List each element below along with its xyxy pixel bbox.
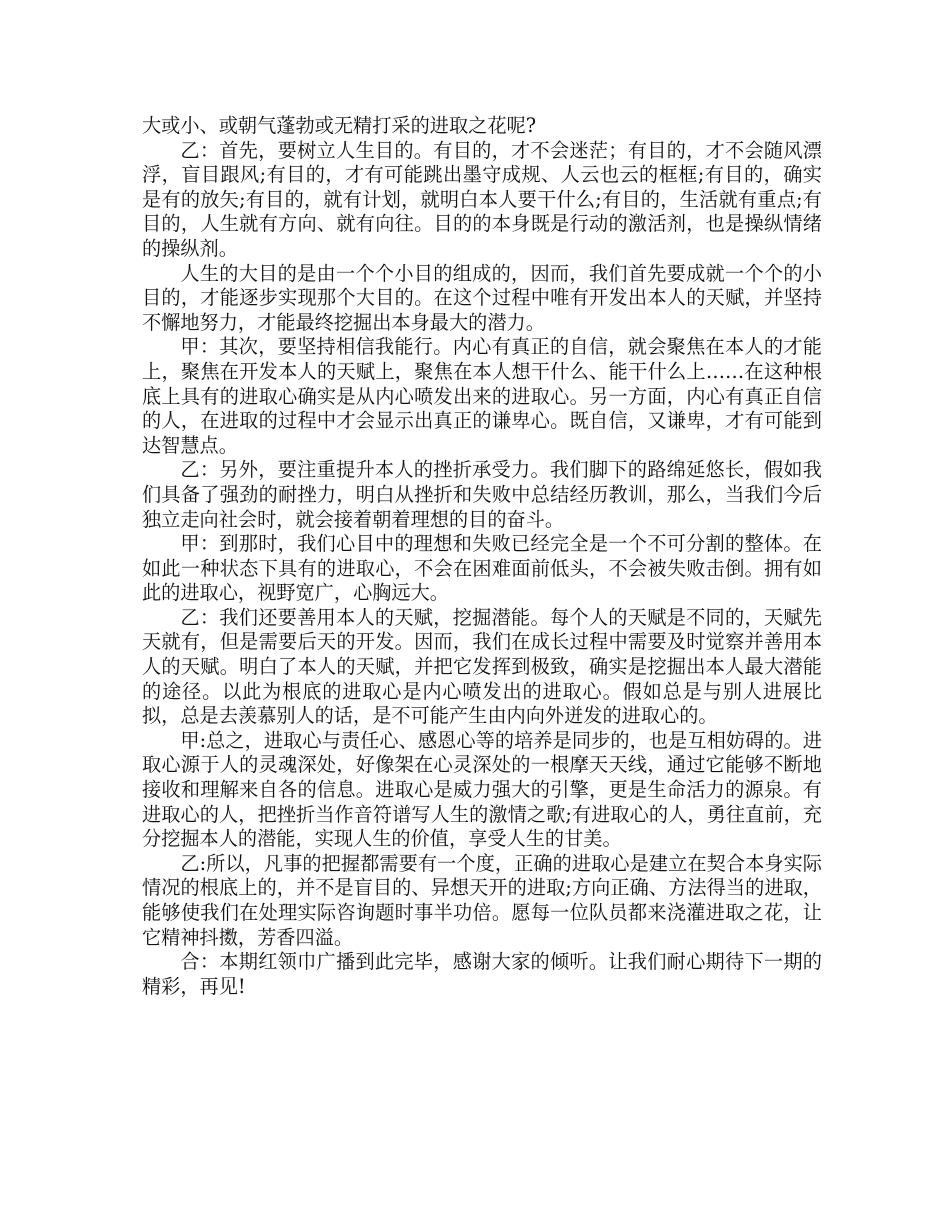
paragraph-talent-potential: 乙：我们还要善用本人的天赋，挖掘潜能。每个人的天赋是不同的，天赋先天就有，但是需要后天的开发。因而，我们在成长过程中需要及时觉察并善用本人的天赋。明白了本人的天赋，并把它发挥到极致，确实是挖掘出本人最大潜能的途径。以此为根底的进取心是内心喷发出的进取心。假如总是与别人进展比拟，总是去羡慕别人的话，是不可能产生由内向外迸发的进取心的。: [142, 605, 822, 728]
paragraph-closing: 合：本期红领巾广播到此完毕，感谢大家的倾听。让我们耐心期待下一期的精彩，再见!: [142, 950, 822, 998]
paragraph-summary: 甲:总之，进取心与责任心、感恩心等的培养是同步的，也是互相妨碍的。进取心源于人的灵魂深处，好像架在心灵深处的一根摩天天线，通过它能够不断地接收和理解来自各的信息。进取心是威力强大的引擎，更是生命活力的源泉。有进取心的人，把挫折当作音符谱写人生的激情之歌;有进取心的人，勇往直前，充分挖掘本人的潜能，实现人生的价值，享受人生的甘美。: [142, 728, 822, 851]
paragraph-moderation: 乙:所以，凡事的把握都需要有一个度，正确的进取心是建立在契合本身实际情况的根底上的，并不是盲目的、异想天开的进取;方向正确、方法得当的进取，能够使我们在处理实际咨询题时事半功倍。愿每一位队员都来浇灌进取之花，让它精神抖擞，芳香四溢。: [142, 851, 822, 949]
paragraph-small-goals: 人生的大目的是由一个个小目的组成的，因而，我们首先要成就一个个的小目的，才能逐步实现那个大目的。在这个过程中唯有开发出本人的天赋，并坚持不懈地努力，才能最终挖掘出本身最大的潜力。: [142, 261, 822, 334]
paragraph-continuation: 大或小、或朝气蓬勃或无精打采的进取之花呢?: [142, 114, 537, 137]
paragraph-goal-setting: 乙：首先，要树立人生目的。有目的，才不会迷茫；有目的，才不会随风漂浮，盲目跟风;有目的，才有可能跳出墨守成规、人云也云的框框;有目的，确实是有的放矢;有目的，就有计划，就明白本人要干什么;有目的，生活就有重点;有目的，人生就有方向、就有向往。目的的本身既是行动的激活剂，也是操纵情绪的操纵剂。: [142, 138, 822, 260]
paragraph-ideal-and-failure: 甲：到那时，我们心目中的理想和失败已经完全是一个不可分割的整体。在如此一种状态下具有的进取心，不会在困难面前低头，不会被失败击倒。拥有如此的进取心，视野宽广，心胸远大。: [142, 532, 822, 605]
document-page: [142, 114, 822, 999]
paragraph-self-confidence: 甲：其次，要坚持相信我能行。内心有真正的自信，就会聚焦在本人的才能上，聚焦在开发本人的天赋上，聚焦在本人想干什么、能干什么上……在这种根底上具有的进取心确实是从内心喷发出来的进取心。另一方面，内心有真正自信的人，在进取的过程中才会显示出真正的谦卑心。既自信，又谦卑，才有可能到达智慧点。: [142, 335, 822, 457]
paragraph-frustration-tolerance: 乙：另外，要注重提升本人的挫折承受力。我们脚下的路绵延悠长，假如我们具备了强劲的耐挫力，明白从挫折和失败中总结经历教训，那么，当我们今后独立走向社会时，就会接着朝着理想的目的奋斗。: [142, 458, 822, 531]
